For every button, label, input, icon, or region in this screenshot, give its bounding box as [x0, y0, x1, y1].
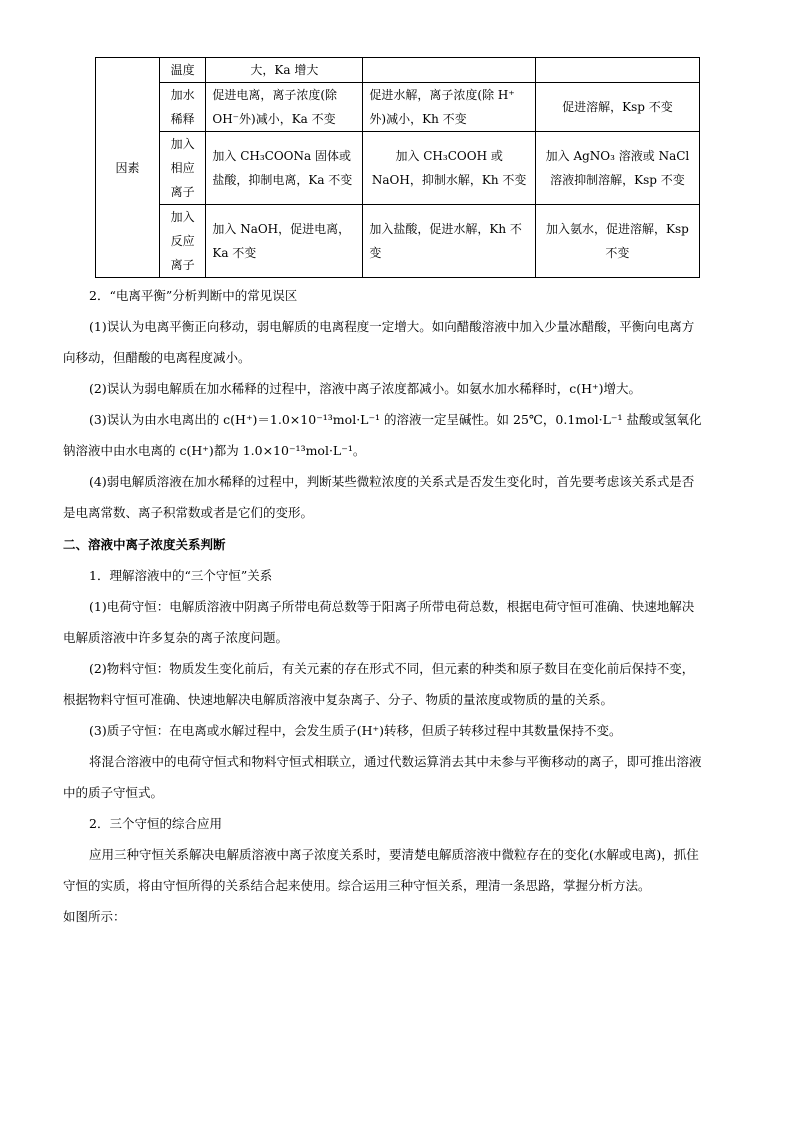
- table-cell: 加入 AgNO₃ 溶液或 NaCl 溶液抑制溶解，Ksp 不变: [535, 132, 699, 205]
- table-row: [96, 132, 700, 205]
- factors-table: [95, 57, 700, 278]
- factor-label: 加入相应离子: [159, 132, 205, 205]
- paragraph: (2)误认为弱电解质在加水稀释的过程中，溶液中离子浓度都减小。如氨水加水稀释时，c(H⁺)增大。: [89, 381, 641, 396]
- factor-label: 温度: [159, 58, 205, 83]
- table-cell: 大，Ka 增大: [206, 58, 363, 83]
- table-row: [96, 58, 700, 83]
- table-cell: 加入 CH₃COOH 或 NaOH，抑制水解，Kh 不变: [363, 132, 535, 205]
- figure-intro: 如图所示：: [63, 909, 126, 924]
- table-cell: 加入氨水，促进溶解，Ksp 不变: [535, 205, 699, 278]
- paragraph: (1)误认为电离平衡正向移动，弱电解质的电离程度一定增大。如向醋酸溶液中加入少量冰醋酸，平衡向电离方向移动，但醋酸的电离程度减小。: [63, 319, 695, 365]
- table-cell: 加入 CH₃COONa 固体或盐酸，抑制电离，Ka 不变: [206, 132, 363, 205]
- table-cell: 加入 NaOH，促进电离，Ka 不变: [206, 205, 363, 278]
- table-row: [96, 83, 700, 132]
- subheading-ionization-misconceptions: 2．“电离平衡”分析判断中的常见误区: [89, 288, 298, 303]
- paragraph: (3)误认为由水电离出的 c(H⁺)＝1.0×10⁻¹³mol·L⁻¹ 的溶液一定呈碱性。如 25℃，0.1mol·L⁻¹ 盐酸或氢氧化钠溶液中由水电离的 c(H⁺)都为 1.0×10⁻¹³mol·L⁻¹。: [63, 412, 702, 458]
- paragraph: (2)物料守恒：物质发生变化前后，有关元素的存在形式不同，但元素的种类和原子数目在变化前后保持不变，根据物料守恒可准确、快速地解决电解质溶液中复杂离子、分子、物质的量浓度或物质的量的关系。: [63, 661, 695, 707]
- paragraph: 应用三种守恒关系解决电解质溶液中离子浓度关系时，要清楚电解质溶液中微粒存在的变化(水解或电离)，抓住守恒的实质，将由守恒所得的关系结合起来使用。综合运用三种守恒关系，理清一条思路，掌握分析方法。: [63, 847, 699, 893]
- table-cell: 促进溶解，Ksp 不变: [535, 83, 699, 132]
- table-cell: [363, 58, 535, 83]
- paragraph: 将混合溶液中的电荷守恒式和物料守恒式相联立，通过代数运算消去其中未参与平衡移动的离子，即可推出溶液中的质子守恒式。: [63, 754, 702, 800]
- table-row: [96, 205, 700, 278]
- table-cell: 促进电离，离子浓度(除 OH⁻外)减小，Ka 不变: [206, 83, 363, 132]
- paragraph: (1)电荷守恒：电解质溶液中阴离子所带电荷总数等于阳离子所带电荷总数，根据电荷守恒可准确、快速地解决电解质溶液中许多复杂的离子浓度问题。: [63, 599, 695, 645]
- subheading-three-conservations: 1．理解溶液中的“三个守恒”关系: [89, 568, 273, 583]
- subheading-comprehensive-application: 2．三个守恒的综合应用: [89, 816, 222, 831]
- paragraph: (3)质子守恒：在电离或水解过程中，会发生质子(H⁺)转移，但质子转移过程中其数量保持不变。: [89, 723, 622, 738]
- row-header-factors: 因素: [96, 58, 160, 278]
- table-cell: 促进水解，离子浓度(除 H⁺外)减小，Kh 不变: [363, 83, 535, 132]
- paragraph: (4)弱电解质溶液在加水稀释的过程中，判断某些微粒浓度的关系式是否发生变化时，首先要考虑该关系式是否是电离常数、离子积常数或者是它们的变形。: [63, 474, 695, 520]
- table-cell: 加入盐酸，促进水解，Kh 不变: [363, 205, 535, 278]
- section-heading: 二、溶液中离子浓度关系判断: [63, 537, 226, 552]
- factor-label: 加水稀释: [159, 83, 205, 132]
- table-cell: [535, 58, 699, 83]
- factor-label: 加入反应离子: [159, 205, 205, 278]
